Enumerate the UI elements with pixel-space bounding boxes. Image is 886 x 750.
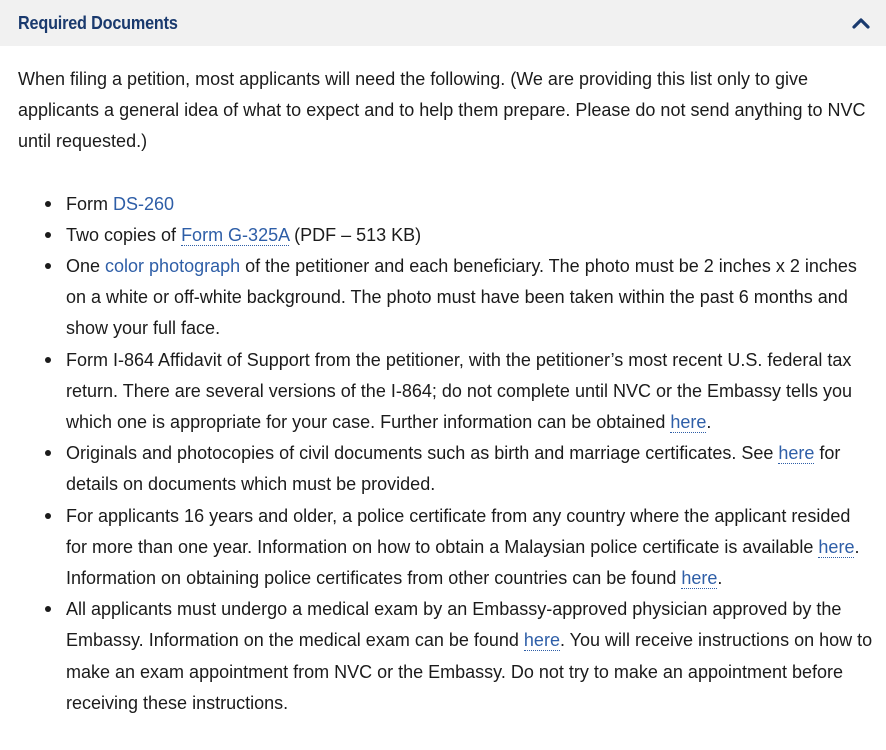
item-text: Form (66, 193, 113, 214)
list-item (18, 345, 876, 439)
bullet (45, 263, 51, 269)
list-item (18, 251, 876, 345)
affidavit-info-here-link[interactable]: here (670, 412, 707, 433)
bullet (45, 513, 51, 519)
item-text: . (706, 412, 712, 433)
other-police-certificates-here-link[interactable]: here (681, 568, 718, 589)
civil-documents-here-link[interactable]: here (778, 443, 815, 464)
item-text: for details on documents which must be provided. (66, 443, 841, 495)
item-text: . Information on obtaining police certificates from other countries can be found (66, 536, 860, 589)
accordion-content (18, 64, 876, 719)
list-item (18, 594, 876, 719)
chevron-up-icon[interactable] (850, 12, 872, 34)
item-text: Originals and photocopies of civil documents such as birth and marriage certificates. See (66, 443, 779, 464)
item-text: of the petitioner and each beneficiary. The photo must be 2 inches x 2 inches on a white or off-white background. The photo must have been taken within the past 6 months and show your full face. (66, 256, 857, 339)
item-text: . You will receive instructions on how to make an exam appointment from NVC or the Embassy. Do not try to make an appointment before receiving these instructions. (66, 630, 873, 713)
bullet (45, 232, 51, 238)
list-item (18, 438, 876, 500)
ds-260-link[interactable]: DS-260 (113, 193, 175, 214)
intro-paragraph: When filing a petition, most applicants will need the following. (We are providing this list only to give applicants a general idea of what to expect and to help them prepare. Please do not send anything to NVC until requested.) (18, 69, 866, 152)
bullet (45, 606, 51, 612)
item-text: (PDF – 513 KB) (289, 224, 422, 245)
required-documents-list (18, 189, 876, 719)
accordion-title: Required Documents (18, 12, 178, 33)
accordion-header-required-documents[interactable] (0, 0, 886, 46)
malaysian-police-certificate-here-link[interactable]: here (818, 536, 855, 557)
color-photograph-link[interactable]: color photograph (105, 256, 241, 277)
form-g-325a-link[interactable]: Form G-325A (181, 224, 290, 245)
item-text: For applicants 16 years and older, a police certificate from any country where the applicant resided for more than one year. Information on how to obtain a Malaysian police certificate is available (66, 505, 851, 557)
list-item (18, 501, 876, 595)
list-item (18, 220, 876, 251)
list-item (18, 189, 876, 220)
bullet (45, 201, 51, 207)
medical-exam-here-link[interactable]: here (523, 630, 560, 651)
item-text: All applicants must undergo a medical exam by an Embassy-approved physician approved by the Embassy. Information on the medical exam can be found (66, 599, 842, 651)
item-text: One (66, 256, 106, 277)
item-text: Two copies of (66, 224, 182, 245)
bullet (45, 450, 51, 456)
item-text: Form I-864 Affidavit of Support from the petitioner, with the petitioner’s most recent U.S. federal tax return. There are several versions of the I-864; do not complete until NVC or the Embassy tells you which one is appropriate for your case. Further information can be obtained (66, 349, 853, 433)
item-text: . (717, 568, 723, 589)
bullet (45, 357, 51, 363)
